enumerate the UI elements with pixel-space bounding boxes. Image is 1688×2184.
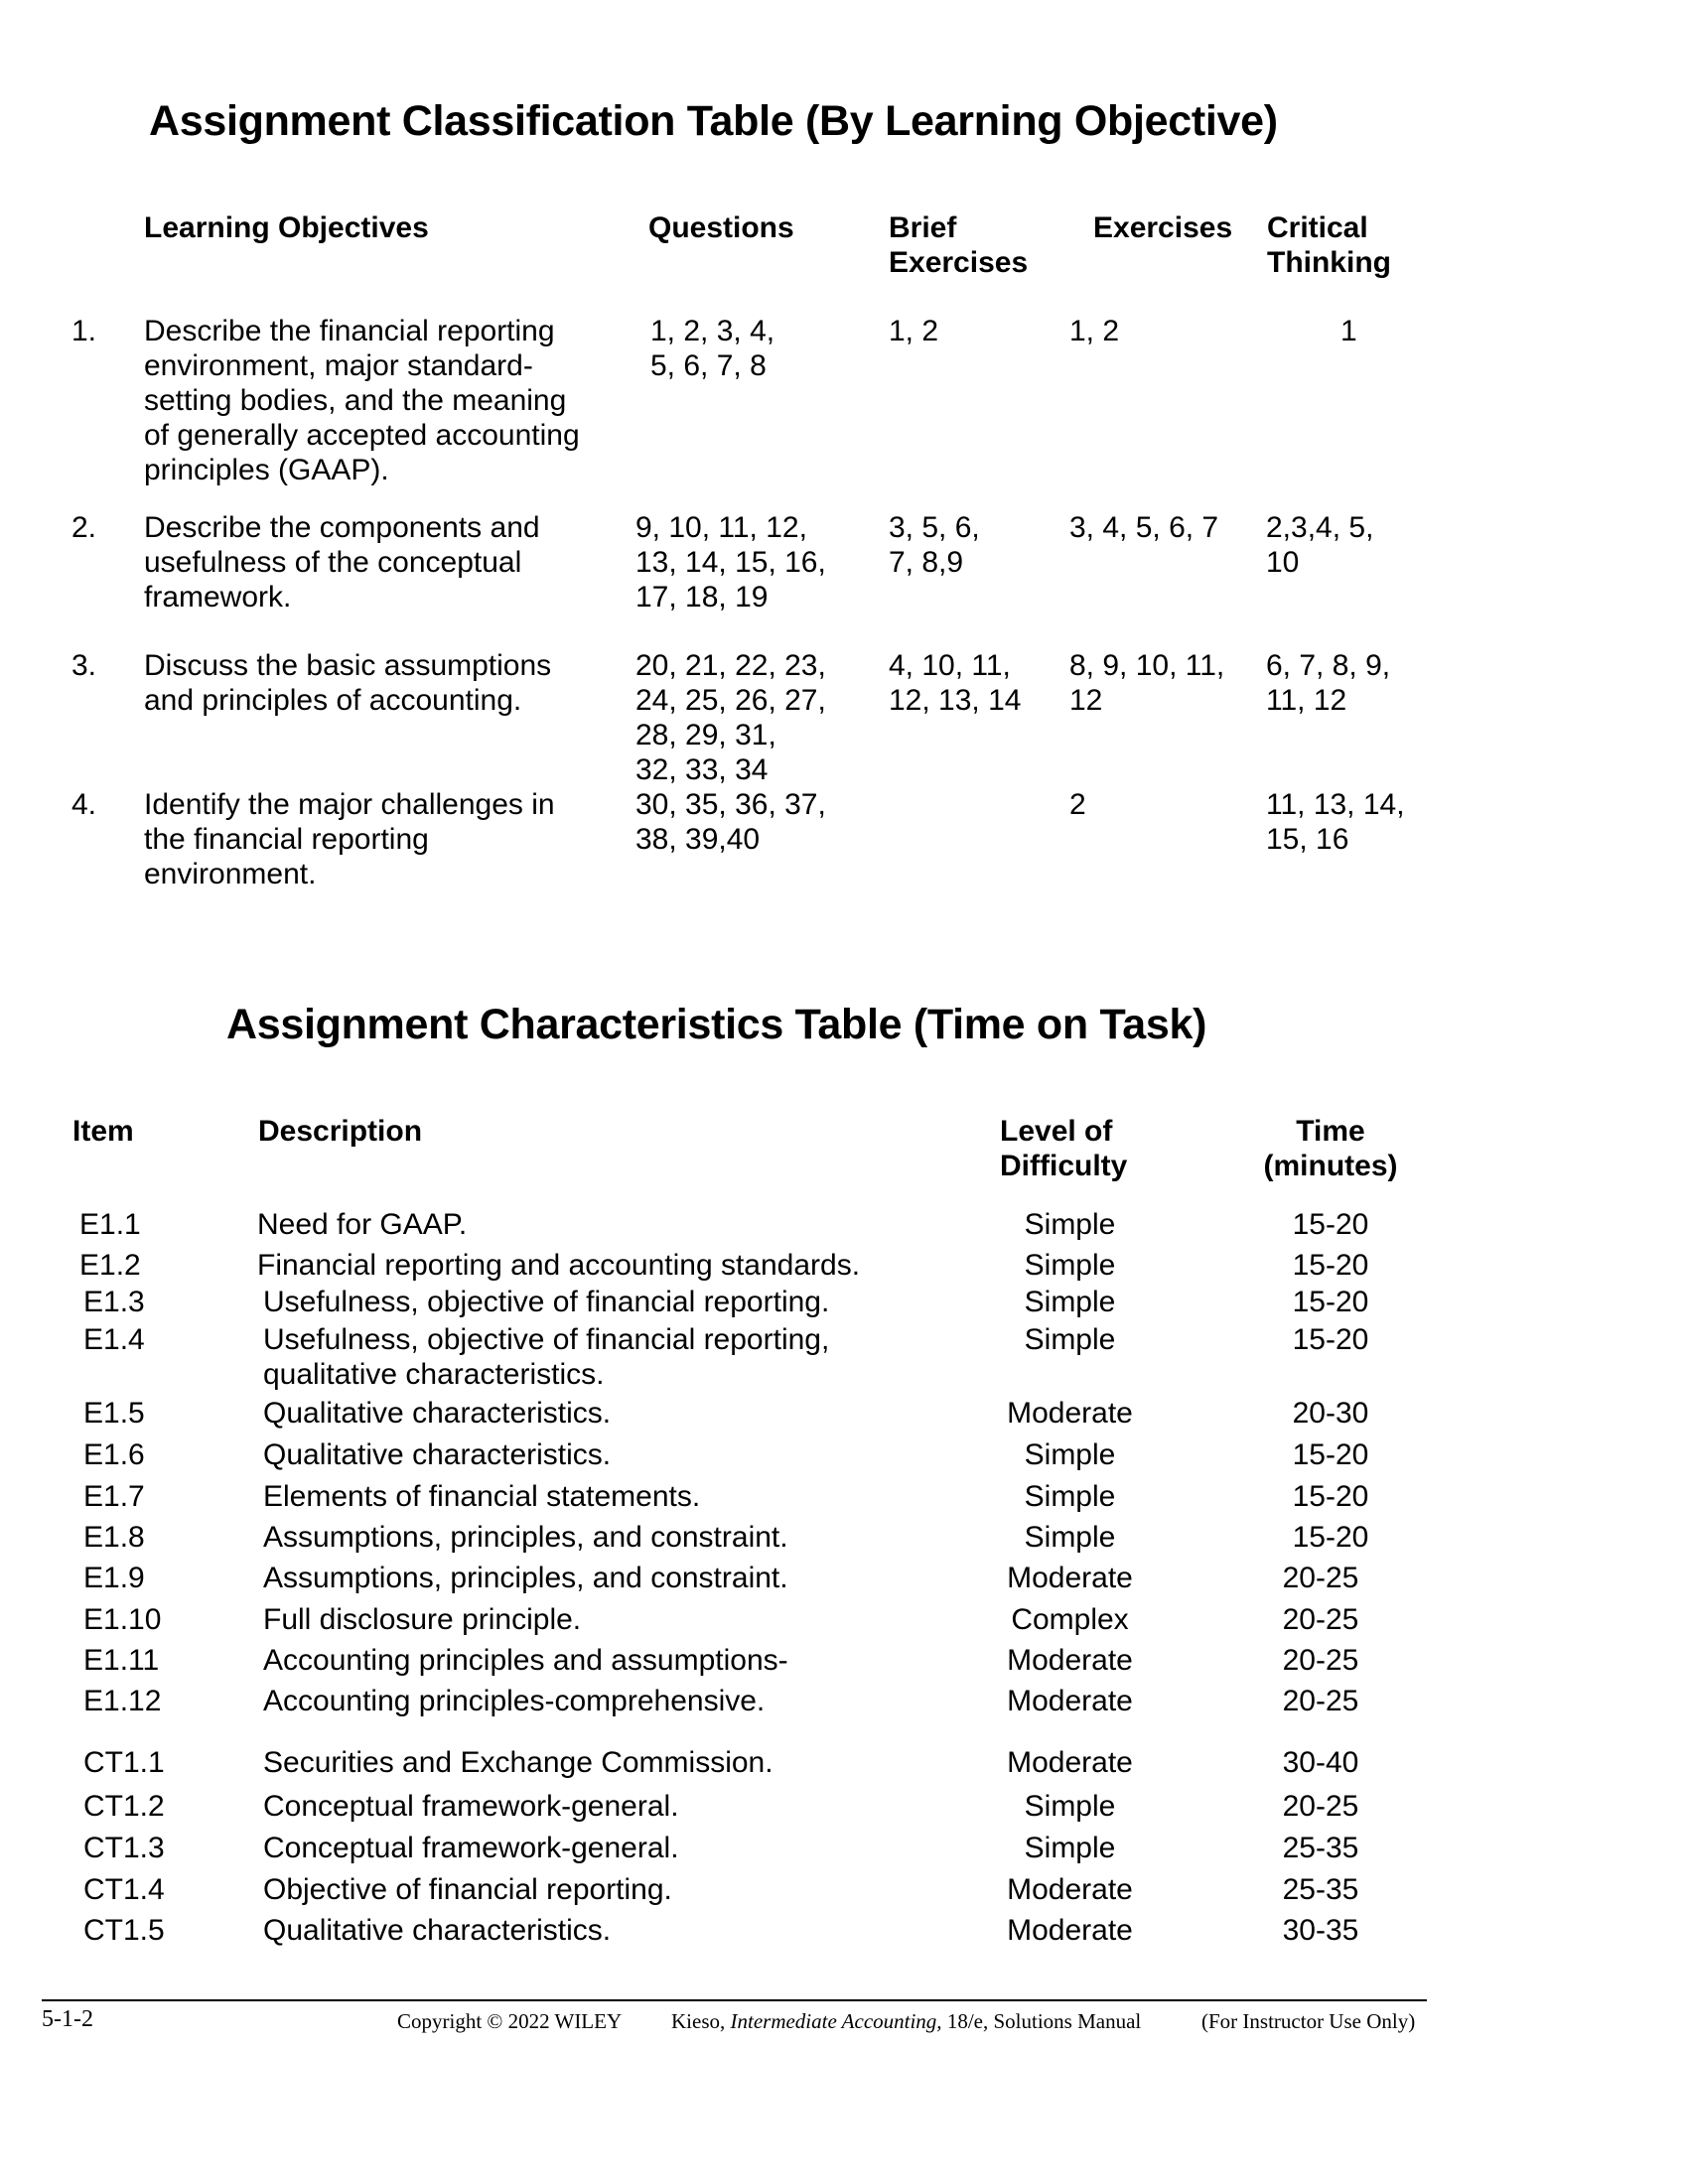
- questions-line: 13, 14, 15, 16,: [635, 546, 826, 579]
- objective-number: 1.: [71, 315, 97, 347]
- item-id: CT1.3: [83, 1832, 165, 1864]
- exercises-line: 3, 4, 5, 6, 7: [1069, 511, 1219, 544]
- difficulty-level: Simple: [1024, 1249, 1116, 1282]
- characteristics-table-title: Assignment Characteristics Table (Time on Task): [226, 1001, 1207, 1048]
- table-row: [0, 1479, 1688, 1519]
- item-description-line: Usefulness, objective of financial reporting,: [263, 1323, 830, 1356]
- item-id: E1.1: [79, 1208, 141, 1241]
- objective-line: Describe the financial reporting: [144, 315, 555, 347]
- item-description: Assumptions, principles, and constraint.: [263, 1562, 788, 1594]
- objective-line: Describe the components and: [144, 511, 540, 544]
- difficulty-level: Simple: [1024, 1480, 1116, 1513]
- objective-text: [144, 648, 611, 718]
- table-row: [0, 1872, 1688, 1912]
- item-id: E1.5: [83, 1397, 145, 1430]
- critical-thinking-line: 10: [1266, 546, 1300, 579]
- item-description: Usefulness, objective of financial reporting.: [263, 1286, 830, 1318]
- item-description: Accounting principles and assumptions-: [263, 1644, 788, 1677]
- brief-exercises-line: 3, 5, 6,: [889, 511, 980, 544]
- copyright-notice: Copyright © 2022 WILEY: [397, 2009, 623, 2033]
- objective-text: [144, 314, 611, 487]
- header-level-line1: Level of: [1000, 1115, 1113, 1148]
- critical-thinking-line: 15, 16: [1266, 823, 1349, 856]
- header-brief-exercises-line2: Exercises: [889, 246, 1029, 279]
- questions-cell: [635, 787, 844, 857]
- header-item: Item: [72, 1115, 134, 1148]
- item-description: Conceptual framework-general.: [263, 1832, 679, 1864]
- critical-thinking-line: 2,3,4, 5,: [1266, 511, 1374, 544]
- classification-table-title: Assignment Classification Table (By Learning Objective): [149, 97, 1278, 145]
- questions-line: 38, 39,40: [635, 823, 761, 856]
- difficulty-level: Moderate: [1007, 1644, 1133, 1677]
- time-minutes: 20-25: [1282, 1562, 1359, 1594]
- questions-line: 30, 35, 36, 37,: [635, 788, 826, 821]
- objective-line: setting bodies, and the meaning: [144, 384, 567, 417]
- book-edition: 18/e, Solutions Manual: [941, 2009, 1142, 2033]
- instructor-notice: (For Instructor Use Only): [1201, 2009, 1416, 2033]
- time-minutes: 20-25: [1282, 1790, 1359, 1823]
- header-brief-exercises-line1: Brief: [889, 211, 957, 244]
- book-author: Kieso,: [671, 2009, 731, 2033]
- critical-thinking-cell: [1266, 787, 1435, 857]
- item-description: [263, 1322, 958, 1392]
- difficulty-level: Moderate: [1007, 1685, 1133, 1717]
- questions-line: 24, 25, 26, 27,: [635, 684, 826, 717]
- table-row: [0, 1322, 1688, 1397]
- objective-line: and principles of accounting.: [144, 684, 522, 717]
- exercises-line: 2: [1069, 788, 1086, 821]
- header-time-line2: (minutes): [1263, 1150, 1398, 1182]
- exercises-cell: [1069, 787, 1268, 822]
- item-id: E1.6: [83, 1438, 145, 1471]
- difficulty-level: Moderate: [1007, 1873, 1133, 1906]
- header-description: Description: [258, 1115, 423, 1148]
- page-number: 5-1-2: [42, 2006, 93, 2032]
- critical-thinking-line: 6, 7, 8, 9,: [1266, 649, 1391, 682]
- item-description: Financial reporting and accounting standards.: [257, 1249, 861, 1282]
- questions-line: 1, 2, 3, 4,: [650, 315, 775, 347]
- table-row: [0, 1248, 1688, 1288]
- difficulty-level: Moderate: [1007, 1562, 1133, 1594]
- item-description: Full disclosure principle.: [263, 1603, 582, 1636]
- exercises-line: 8, 9, 10, 11,: [1069, 649, 1225, 682]
- objective-line: Identify the major challenges in: [144, 788, 555, 821]
- difficulty-level: Simple: [1024, 1521, 1116, 1554]
- header-time-minutes: [1261, 1114, 1400, 1183]
- item-description: Accounting principles-comprehensive.: [263, 1685, 766, 1717]
- difficulty-level: Moderate: [1007, 1746, 1133, 1779]
- header-level-line2: Difficulty: [1000, 1150, 1128, 1182]
- item-id: E1.8: [83, 1521, 145, 1554]
- objective-line: Discuss the basic assumptions: [144, 649, 552, 682]
- time-minutes: 15-20: [1292, 1480, 1369, 1513]
- table-row: [0, 1789, 1688, 1829]
- objective-number: 4.: [71, 788, 97, 821]
- time-minutes: 25-35: [1282, 1832, 1359, 1864]
- objective-line: framework.: [144, 581, 292, 614]
- time-minutes: 15-20: [1292, 1521, 1369, 1554]
- table-row: [0, 1684, 1688, 1723]
- difficulty-level: Simple: [1024, 1832, 1116, 1864]
- item-description-line: qualitative characteristics.: [263, 1358, 605, 1391]
- time-minutes: 15-20: [1292, 1323, 1369, 1356]
- item-id: CT1.4: [83, 1873, 165, 1906]
- questions-cell: [635, 648, 844, 787]
- objective-line: of generally accepted accounting: [144, 419, 580, 452]
- brief-exercises-line: 12, 13, 14: [889, 684, 1022, 717]
- difficulty-level: Moderate: [1007, 1397, 1133, 1430]
- exercises-line: 12: [1069, 684, 1103, 717]
- questions-line: 9, 10, 11, 12,: [635, 511, 807, 544]
- difficulty-level: Moderate: [1007, 1914, 1133, 1947]
- item-id: E1.12: [83, 1685, 162, 1717]
- item-description: Objective of financial reporting.: [263, 1873, 672, 1906]
- brief-exercises-line: 7, 8,9: [889, 546, 964, 579]
- table-row: [0, 1285, 1688, 1324]
- objective-line: principles (GAAP).: [144, 454, 389, 486]
- header-time-line1: Time: [1296, 1115, 1365, 1148]
- questions-line: 32, 33, 34: [635, 753, 769, 786]
- table-row: [0, 1643, 1688, 1683]
- objective-number: 3.: [71, 649, 97, 682]
- table-row: [0, 1913, 1688, 1953]
- time-minutes: 20-25: [1282, 1603, 1359, 1636]
- objective-line: environment.: [144, 858, 317, 890]
- objective-line: the financial reporting: [144, 823, 429, 856]
- table-row: [0, 1602, 1688, 1642]
- item-description: Qualitative characteristics.: [263, 1397, 612, 1430]
- time-minutes: 20-25: [1282, 1685, 1359, 1717]
- header-critical-thinking-line2: Thinking: [1267, 246, 1391, 279]
- table-row: [0, 1396, 1688, 1435]
- footer-divider: [42, 1999, 1427, 2001]
- critical-thinking-cell: [1266, 510, 1435, 580]
- time-minutes: 15-20: [1292, 1286, 1369, 1318]
- book-title: Intermediate Accounting,: [730, 2009, 942, 2033]
- table-row: [0, 1745, 1688, 1785]
- time-minutes: 25-35: [1282, 1873, 1359, 1906]
- questions-line: 20, 21, 22, 23,: [635, 649, 826, 682]
- item-id: CT1.2: [83, 1790, 165, 1823]
- brief-exercises-cell: [889, 510, 1048, 580]
- questions-cell: [650, 314, 859, 383]
- table-row: [0, 1520, 1688, 1560]
- header-exercises: Exercises: [1093, 211, 1233, 244]
- time-minutes: 15-20: [1292, 1249, 1369, 1282]
- exercises-cell: [1069, 510, 1268, 545]
- header-brief-exercises: [889, 210, 1028, 280]
- item-id: E1.3: [83, 1286, 145, 1318]
- header-level-of-difficulty: [1000, 1114, 1127, 1183]
- objective-line: usefulness of the conceptual: [144, 546, 522, 579]
- item-description: Assumptions, principles, and constraint.: [263, 1521, 788, 1554]
- brief-exercises-line: 4, 10, 11,: [889, 649, 1011, 682]
- item-description: Securities and Exchange Commission.: [263, 1746, 774, 1779]
- time-minutes: 30-35: [1282, 1914, 1359, 1947]
- table-row: [0, 1207, 1688, 1247]
- item-id: E1.10: [83, 1603, 162, 1636]
- time-minutes: 15-20: [1292, 1438, 1369, 1471]
- questions-cell: [635, 510, 844, 614]
- brief-exercises-line: 1, 2: [889, 315, 939, 347]
- time-minutes: 20-25: [1282, 1644, 1359, 1677]
- critical-thinking-cell: [1266, 648, 1435, 718]
- table-row: [0, 1561, 1688, 1600]
- header-critical-thinking: [1267, 210, 1391, 280]
- header-learning-objectives: Learning Objectives: [144, 211, 429, 244]
- difficulty-level: Simple: [1024, 1208, 1116, 1241]
- time-minutes: 30-40: [1282, 1746, 1359, 1779]
- critical-thinking-line: 11, 12: [1266, 684, 1347, 717]
- critical-thinking-cell: [1340, 314, 1509, 348]
- item-description: Elements of financial statements.: [263, 1480, 701, 1513]
- difficulty-level: Simple: [1024, 1790, 1116, 1823]
- time-minutes: 15-20: [1292, 1208, 1369, 1241]
- difficulty-level: Simple: [1024, 1438, 1116, 1471]
- exercises-line: 1, 2: [1069, 315, 1120, 347]
- table-row: [0, 1831, 1688, 1870]
- time-minutes: 20-30: [1292, 1397, 1369, 1430]
- header-questions: Questions: [648, 211, 794, 244]
- brief-exercises-cell: [889, 648, 1048, 718]
- questions-line: 17, 18, 19: [635, 581, 769, 614]
- item-description: Need for GAAP.: [257, 1208, 468, 1241]
- difficulty-level: Simple: [1024, 1323, 1116, 1356]
- item-id: CT1.5: [83, 1914, 165, 1947]
- item-id: E1.2: [79, 1249, 141, 1282]
- item-id: E1.4: [83, 1323, 145, 1356]
- item-id: E1.11: [83, 1644, 160, 1677]
- objective-text: [144, 510, 611, 614]
- objective-line: environment, major standard-: [144, 349, 533, 382]
- header-critical-thinking-line1: Critical: [1267, 211, 1368, 244]
- item-id: E1.9: [83, 1562, 145, 1594]
- objective-number: 2.: [71, 511, 97, 544]
- table-row: [0, 1437, 1688, 1477]
- exercises-cell: [1069, 648, 1268, 718]
- critical-thinking-line: 11, 13, 14,: [1266, 788, 1405, 821]
- book-citation: [671, 2009, 1141, 2034]
- objective-text: [144, 787, 611, 891]
- item-id: E1.7: [83, 1480, 145, 1513]
- questions-line: 5, 6, 7, 8: [650, 349, 767, 382]
- brief-exercises-cell: [889, 314, 1048, 348]
- difficulty-level: Simple: [1024, 1286, 1116, 1318]
- item-description: Qualitative characteristics.: [263, 1914, 612, 1947]
- item-id: CT1.1: [83, 1746, 165, 1779]
- item-description: Conceptual framework-general.: [263, 1790, 679, 1823]
- questions-line: 28, 29, 31,: [635, 719, 776, 751]
- critical-thinking-line: 1: [1340, 315, 1357, 347]
- item-description: Qualitative characteristics.: [263, 1438, 612, 1471]
- difficulty-level: Complex: [1011, 1603, 1129, 1636]
- exercises-cell: [1069, 314, 1268, 348]
